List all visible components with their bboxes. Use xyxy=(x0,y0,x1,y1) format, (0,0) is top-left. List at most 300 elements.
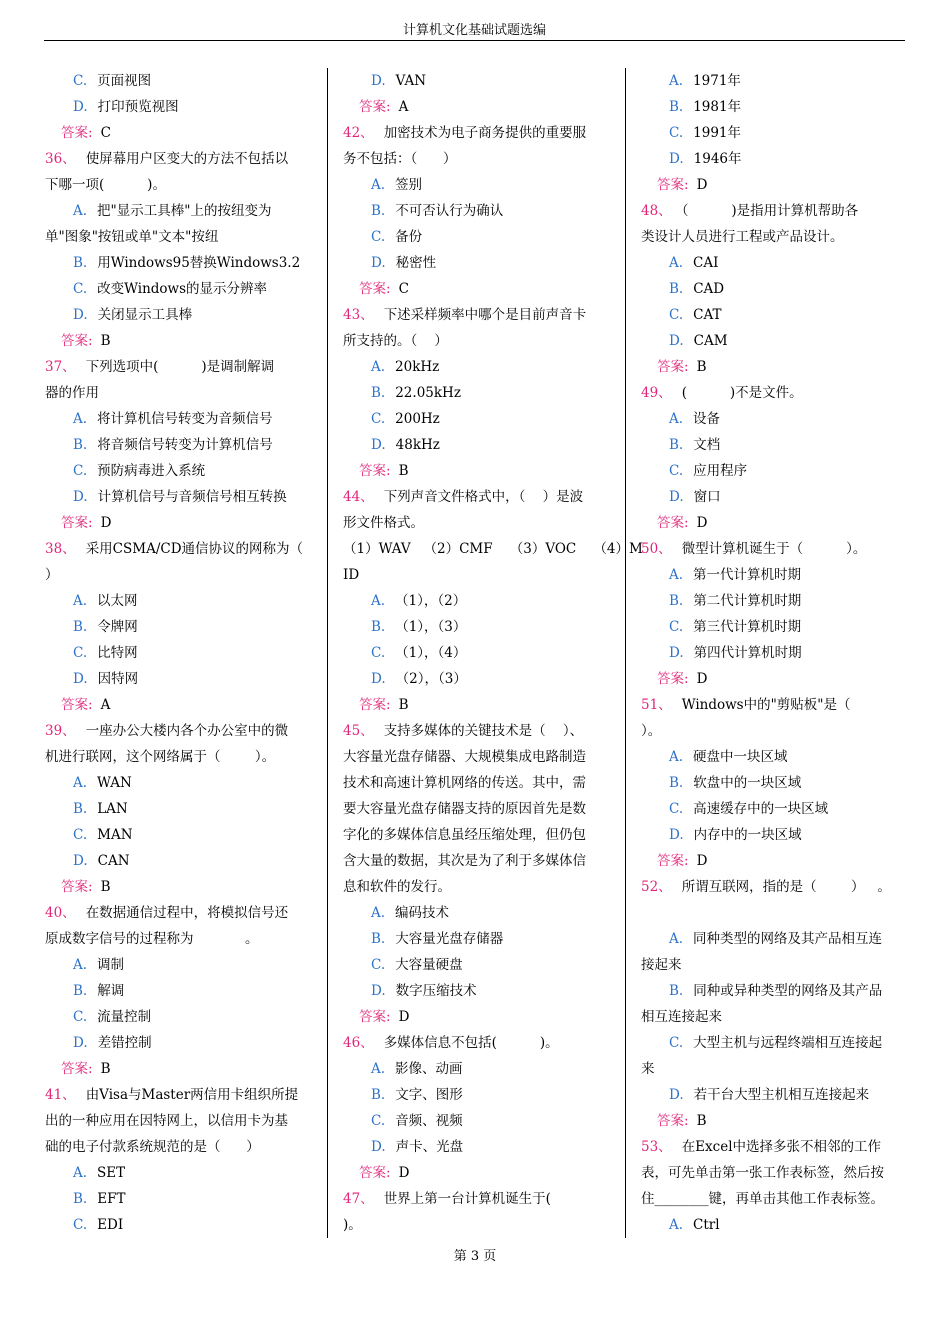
answer-option xyxy=(669,614,801,640)
option-letter: D. xyxy=(73,489,88,505)
answer-option xyxy=(669,484,721,510)
answer-option xyxy=(371,250,436,276)
answer-label: 答案: xyxy=(359,463,391,479)
answer-key xyxy=(359,276,409,302)
option-text: 1991年 xyxy=(693,125,741,141)
answer-value: A xyxy=(100,697,111,713)
answer-option xyxy=(669,562,801,588)
answer-option xyxy=(73,1212,123,1238)
answer-option xyxy=(371,198,503,224)
option-letter: A. xyxy=(669,73,684,89)
answer-option xyxy=(371,1108,463,1134)
answer-option xyxy=(371,406,440,432)
answer-option xyxy=(73,1004,151,1030)
answer-key xyxy=(359,458,408,484)
text-line: 相互连接起来 xyxy=(641,1009,722,1025)
question-stem xyxy=(641,692,851,718)
option-letter: D. xyxy=(669,827,684,843)
answer-option xyxy=(371,978,477,1004)
text-line: 下哪一项( )。 xyxy=(45,177,166,193)
answer-value: B xyxy=(100,879,111,895)
answer-option xyxy=(371,666,467,692)
answer-label: 答案: xyxy=(61,697,93,713)
answer-label: 答案: xyxy=(359,1009,391,1025)
option-text: CAM xyxy=(693,333,728,349)
question-text: 使屏幕用户区变大的方法不包括以 xyxy=(85,151,289,167)
text-line: ID xyxy=(343,567,360,583)
option-letter: C. xyxy=(669,801,684,817)
answer-label: 答案: xyxy=(61,1061,93,1077)
question-text: 一座办公大楼内各个办公室中的微 xyxy=(85,723,289,739)
option-text: 文档 xyxy=(693,437,721,453)
answer-label: 答案: xyxy=(657,515,689,531)
question-text: 下列选项中( )是调制解调 xyxy=(85,359,275,375)
option-text: 1971年 xyxy=(693,73,741,89)
answer-key xyxy=(359,1160,409,1186)
option-letter: B. xyxy=(73,437,88,453)
question-number: 49、 xyxy=(641,385,672,401)
option-letter: A. xyxy=(371,1061,386,1077)
answer-key xyxy=(359,692,408,718)
option-letter: B. xyxy=(669,593,684,609)
option-text: MAN xyxy=(97,827,133,843)
answer-option xyxy=(371,224,422,250)
answer-key xyxy=(657,172,707,198)
text-line: ）。 xyxy=(641,723,662,739)
question-text: ( )不是文件。 xyxy=(681,385,803,401)
option-letter: A. xyxy=(371,905,386,921)
text-line: 大容量光盘存储器、大规模集成电路制造 xyxy=(343,749,586,765)
option-letter: C. xyxy=(73,1009,88,1025)
text-line: 器的作用 xyxy=(45,385,99,401)
option-text: EDI xyxy=(97,1217,124,1233)
answer-key xyxy=(61,692,110,718)
option-letter: C. xyxy=(371,957,386,973)
answer-option xyxy=(669,1030,882,1056)
option-text: CAN xyxy=(97,853,130,869)
question-number: 45、 xyxy=(343,723,374,739)
answer-option xyxy=(669,822,802,848)
option-letter: D. xyxy=(371,1139,386,1155)
answer-value: B xyxy=(398,697,409,713)
text-line: 含大量的数据，其次是为了利于多媒体信 xyxy=(343,853,586,869)
question-number: 53、 xyxy=(641,1139,672,1155)
question-text: 在数据通信过程中，将模拟信号还 xyxy=(85,905,289,921)
question-stem xyxy=(45,718,288,744)
answer-value: B xyxy=(100,1061,111,1077)
question-stem xyxy=(343,718,583,744)
answer-label: 答案: xyxy=(61,515,93,531)
option-letter: B. xyxy=(371,385,386,401)
option-letter: C. xyxy=(371,1113,386,1129)
question-text: 加密技术为电子商务提供的重要服 xyxy=(383,125,587,141)
option-text: SET xyxy=(97,1165,126,1181)
question-stem xyxy=(45,900,288,926)
answer-option xyxy=(371,588,466,614)
option-text: 窗口 xyxy=(693,489,721,505)
column-divider-right xyxy=(625,68,626,1238)
option-letter: B. xyxy=(371,1087,386,1103)
answer-option xyxy=(669,978,882,1004)
answer-option xyxy=(73,1186,125,1212)
option-letter: B. xyxy=(371,619,386,635)
answer-label: 答案: xyxy=(61,879,93,895)
answer-option xyxy=(669,328,728,354)
answer-option xyxy=(73,1160,125,1186)
question-text: 由Visa与Master两信用卡组织所提 xyxy=(85,1087,299,1103)
option-text: 若干台大型主机相互连接起来 xyxy=(693,1087,870,1103)
text-line: 所支持的。（ ） xyxy=(343,333,448,349)
answer-option xyxy=(669,68,741,94)
option-letter: C. xyxy=(73,463,88,479)
option-letter: D. xyxy=(73,853,88,869)
option-text: 页面视图 xyxy=(97,73,152,89)
answer-option xyxy=(371,1134,463,1160)
option-letter: B. xyxy=(73,983,88,999)
option-text: 将音频信号转变为计算机信号 xyxy=(97,437,273,453)
option-letter: A. xyxy=(669,1217,684,1233)
option-letter: B. xyxy=(73,801,88,817)
answer-option xyxy=(669,1212,720,1238)
answer-option xyxy=(669,458,747,484)
option-letter: C. xyxy=(371,645,386,661)
option-letter: C. xyxy=(73,1217,88,1233)
option-text: VAN xyxy=(395,73,427,89)
option-text: （1），（4） xyxy=(395,645,467,661)
option-text: 因特网 xyxy=(97,671,139,687)
text-line: 出的一种应用在因特网上，以信用卡为基 xyxy=(45,1113,288,1129)
option-text: 将计算机信号转变为音频信号 xyxy=(97,411,273,427)
text-line: 原成数字信号的过程称为 。 xyxy=(45,931,259,947)
answer-value: D xyxy=(696,515,708,531)
answer-option xyxy=(73,614,138,640)
answer-option xyxy=(73,588,138,614)
answer-option xyxy=(371,926,503,952)
option-letter: C. xyxy=(73,645,88,661)
answer-option xyxy=(669,302,722,328)
option-letter: D. xyxy=(371,437,386,453)
question-number: 50、 xyxy=(641,541,672,557)
question-number: 43、 xyxy=(343,307,374,323)
answer-option xyxy=(73,94,179,120)
option-text: 声卡、光盘 xyxy=(395,1139,464,1155)
question-text: 下述采样频率中哪个是目前声音卡 xyxy=(383,307,587,323)
answer-option xyxy=(73,848,130,874)
option-letter: A. xyxy=(669,931,684,947)
question-number: 38、 xyxy=(45,541,76,557)
option-letter: A. xyxy=(73,411,88,427)
question-number: 39、 xyxy=(45,723,76,739)
answer-key xyxy=(61,874,110,900)
text-line: 住________键，再单击其他工作表标签。 xyxy=(641,1191,884,1207)
option-text: 签别 xyxy=(395,177,423,193)
answer-key xyxy=(61,120,111,146)
answer-option xyxy=(371,614,466,640)
option-letter: A. xyxy=(73,1165,88,1181)
option-letter: A. xyxy=(73,203,88,219)
text-line: 类设计人员进行工程或产品设计。 xyxy=(641,229,844,245)
question-stem xyxy=(45,536,303,562)
option-letter: C. xyxy=(669,125,684,141)
answer-option xyxy=(371,1082,463,1108)
text-line: ） xyxy=(45,567,59,583)
question-text: 采用CSMA/CD通信协议的网称为（ xyxy=(85,541,304,557)
answer-option xyxy=(371,172,422,198)
option-text: （2），（3） xyxy=(395,671,467,687)
option-letter: D. xyxy=(73,1035,88,1051)
question-number: 36、 xyxy=(45,151,76,167)
answer-key xyxy=(61,510,111,536)
question-stem xyxy=(343,1186,551,1212)
answer-label: 答案: xyxy=(61,333,93,349)
answer-label: 答案: xyxy=(657,853,689,869)
answer-option xyxy=(669,432,720,458)
option-letter: D. xyxy=(371,671,386,687)
question-number: 48、 xyxy=(641,203,672,219)
question-stem xyxy=(45,146,288,172)
option-text: 20kHz xyxy=(395,359,440,375)
option-text: 第四代计算机时期 xyxy=(693,645,802,661)
answer-value: D xyxy=(696,177,708,193)
option-letter: D. xyxy=(669,333,684,349)
answer-option xyxy=(669,640,802,666)
answer-option xyxy=(73,666,138,692)
option-text: CAD xyxy=(693,281,725,297)
option-text: 关闭显示工具棒 xyxy=(97,307,193,323)
answer-option xyxy=(669,744,788,770)
option-letter: B. xyxy=(669,983,684,999)
option-text: CAI xyxy=(693,255,719,271)
answer-label: 答案: xyxy=(359,1165,391,1181)
text-line: 来 xyxy=(641,1061,655,1077)
text-line: 技术和高速计算机网络的传送。其中，需 xyxy=(343,775,586,791)
option-letter: C. xyxy=(73,281,88,297)
option-letter: A. xyxy=(73,957,88,973)
option-letter: A. xyxy=(669,255,684,271)
text-line: 形文件格式。 xyxy=(343,515,424,531)
answer-option xyxy=(73,1030,152,1056)
question-text: 在Excel中选择多张不相邻的工作 xyxy=(681,1139,882,1155)
option-letter: B. xyxy=(669,281,684,297)
option-text: 用Windows95替换Windows3.2 xyxy=(97,255,301,271)
option-text: 应用程序 xyxy=(693,463,748,479)
option-text: 预防病毒进入系统 xyxy=(97,463,206,479)
question-number: 47、 xyxy=(343,1191,374,1207)
answer-option xyxy=(669,146,742,172)
answer-option xyxy=(73,68,151,94)
question-text: 支持多媒体的关键技术是（ ）、 xyxy=(383,723,584,739)
answer-option xyxy=(371,900,449,926)
answer-option xyxy=(73,432,273,458)
option-text: （1），（3） xyxy=(395,619,467,635)
option-letter: B. xyxy=(669,775,684,791)
answer-value: D xyxy=(398,1165,410,1181)
answer-option xyxy=(73,250,300,276)
text-line: 接起来 xyxy=(641,957,682,973)
option-letter: D. xyxy=(669,489,684,505)
question-number: 41、 xyxy=(45,1087,76,1103)
option-letter: C. xyxy=(669,1035,684,1051)
option-letter: C. xyxy=(669,307,684,323)
option-text: 计算机信号与音频信号相互转换 xyxy=(97,489,287,505)
option-letter: D. xyxy=(371,255,386,271)
option-letter: C. xyxy=(669,619,684,635)
option-letter: B. xyxy=(73,1191,88,1207)
answer-label: 答案: xyxy=(359,281,391,297)
answer-option xyxy=(371,354,439,380)
option-text: CAT xyxy=(693,307,722,323)
option-letter: A. xyxy=(371,177,386,193)
question-stem xyxy=(343,120,586,146)
option-letter: C. xyxy=(669,463,684,479)
answer-label: 答案: xyxy=(657,359,689,375)
option-text: 文字、图形 xyxy=(395,1087,463,1103)
option-letter: A. xyxy=(669,749,684,765)
answer-option xyxy=(73,198,271,224)
option-text: 48kHz xyxy=(395,437,440,453)
question-number: 52、 xyxy=(641,879,672,895)
option-text: 差错控制 xyxy=(97,1035,152,1051)
answer-value: B xyxy=(696,1113,707,1129)
answer-option xyxy=(371,380,461,406)
column-divider-left xyxy=(327,68,328,1238)
option-letter: A. xyxy=(669,567,684,583)
answer-key xyxy=(657,1108,706,1134)
option-text: 影像、动画 xyxy=(395,1061,463,1077)
option-letter: C. xyxy=(371,411,386,427)
answer-value: D xyxy=(398,1009,410,1025)
page-number: 第 3 页 xyxy=(453,1249,497,1264)
option-text: 内存中的一块区域 xyxy=(693,827,802,843)
option-letter: D. xyxy=(73,307,88,323)
answer-option xyxy=(73,484,287,510)
option-letter: C. xyxy=(73,827,88,843)
question-stem xyxy=(343,1030,559,1056)
answer-option xyxy=(669,120,741,146)
answer-option xyxy=(669,588,801,614)
header-rule xyxy=(44,40,905,41)
option-letter: D. xyxy=(371,983,386,999)
answer-option xyxy=(73,796,128,822)
option-text: 备份 xyxy=(395,229,423,245)
answer-key xyxy=(359,94,408,120)
answer-option xyxy=(371,432,440,458)
option-text: 高速缓存中的一块区域 xyxy=(693,801,829,817)
option-text: 1946年 xyxy=(693,151,742,167)
answer-option xyxy=(371,640,466,666)
question-text: 多媒体信息不包括( )。 xyxy=(383,1035,559,1051)
answer-label: 答案: xyxy=(359,99,391,115)
question-stem xyxy=(45,354,274,380)
option-text: 把"显示工具棒"上的按纽变为 xyxy=(97,203,272,219)
text-line: （1）WAV （2）CMF （3）VOC （4）M xyxy=(343,541,643,557)
answer-option xyxy=(73,770,132,796)
option-text: 编码技术 xyxy=(395,905,450,921)
option-text: EFT xyxy=(97,1191,126,1207)
answer-key xyxy=(657,666,707,692)
answer-option xyxy=(669,406,720,432)
option-letter: A. xyxy=(371,593,386,609)
option-letter: A. xyxy=(669,411,684,427)
option-text: 大容量光盘存储器 xyxy=(395,931,504,947)
answer-key xyxy=(657,510,707,536)
option-text: 解调 xyxy=(97,983,125,999)
option-text: 硬盘中一块区域 xyxy=(693,749,788,765)
answer-label: 答案: xyxy=(657,177,689,193)
option-letter: D. xyxy=(669,151,684,167)
option-text: 改变Windows的显示分辨率 xyxy=(97,281,268,297)
option-text: 令牌网 xyxy=(97,619,138,635)
answer-option xyxy=(73,302,192,328)
option-text: 同种或异种类型的网络及其产品 xyxy=(693,983,883,999)
answer-key xyxy=(61,1056,110,1082)
answer-option xyxy=(669,796,828,822)
question-text: 世界上第一台计算机诞生于( xyxy=(383,1191,551,1207)
text-line: )。 xyxy=(343,1217,362,1233)
question-stem xyxy=(641,380,803,406)
answer-option xyxy=(371,1056,463,1082)
question-text: Windows中的"剪贴板"是（ xyxy=(681,697,851,713)
option-letter: C. xyxy=(73,73,88,89)
answer-value: D xyxy=(696,671,708,687)
option-letter: A. xyxy=(73,593,88,609)
option-text: 流量控制 xyxy=(97,1009,152,1025)
option-letter: D. xyxy=(371,73,386,89)
option-letter: B. xyxy=(371,931,386,947)
question-number: 40、 xyxy=(45,905,76,921)
option-text: 调制 xyxy=(97,957,125,973)
option-letter: B. xyxy=(73,619,88,635)
answer-option xyxy=(73,276,267,302)
answer-label: 答案: xyxy=(657,1113,689,1129)
answer-option xyxy=(371,68,426,94)
answer-key xyxy=(61,328,110,354)
answer-value: B xyxy=(398,463,409,479)
option-text: 打印预览视图 xyxy=(97,99,179,115)
question-text: （ )是指用计算机帮助各 xyxy=(681,203,859,219)
question-stem xyxy=(45,1082,298,1108)
option-letter: B. xyxy=(669,99,684,115)
option-text: 同种类型的网络及其产品相互连 xyxy=(693,931,883,947)
answer-option xyxy=(669,250,718,276)
option-text: LAN xyxy=(97,801,128,817)
question-number: 42、 xyxy=(343,125,374,141)
question-number: 51、 xyxy=(641,697,672,713)
question-stem xyxy=(641,536,866,562)
option-text: 1981年 xyxy=(693,99,742,115)
answer-value: D xyxy=(100,515,112,531)
text-line: 机进行联网，这个网络属于（ ）。 xyxy=(45,749,276,765)
text-line: 单"图象"按钮或单"文本"按纽 xyxy=(45,229,219,245)
option-letter: D. xyxy=(73,99,88,115)
question-stem xyxy=(343,302,586,328)
option-text: 200Hz xyxy=(395,411,440,427)
question-number: 37、 xyxy=(45,359,76,375)
answer-label: 答案: xyxy=(359,697,391,713)
answer-option xyxy=(73,640,138,666)
text-line: 息和软件的发行。 xyxy=(343,879,451,895)
answer-value: A xyxy=(398,99,409,115)
question-number: 46、 xyxy=(343,1035,374,1051)
option-text: 秘密性 xyxy=(395,255,437,271)
option-text: 数字压缩技术 xyxy=(395,983,477,999)
option-text: 软盘中的一块区域 xyxy=(693,775,802,791)
answer-key xyxy=(359,1004,409,1030)
option-text: 音频、视频 xyxy=(395,1113,463,1129)
option-letter: C. xyxy=(371,229,386,245)
answer-option xyxy=(669,1082,869,1108)
question-stem xyxy=(641,1134,881,1160)
